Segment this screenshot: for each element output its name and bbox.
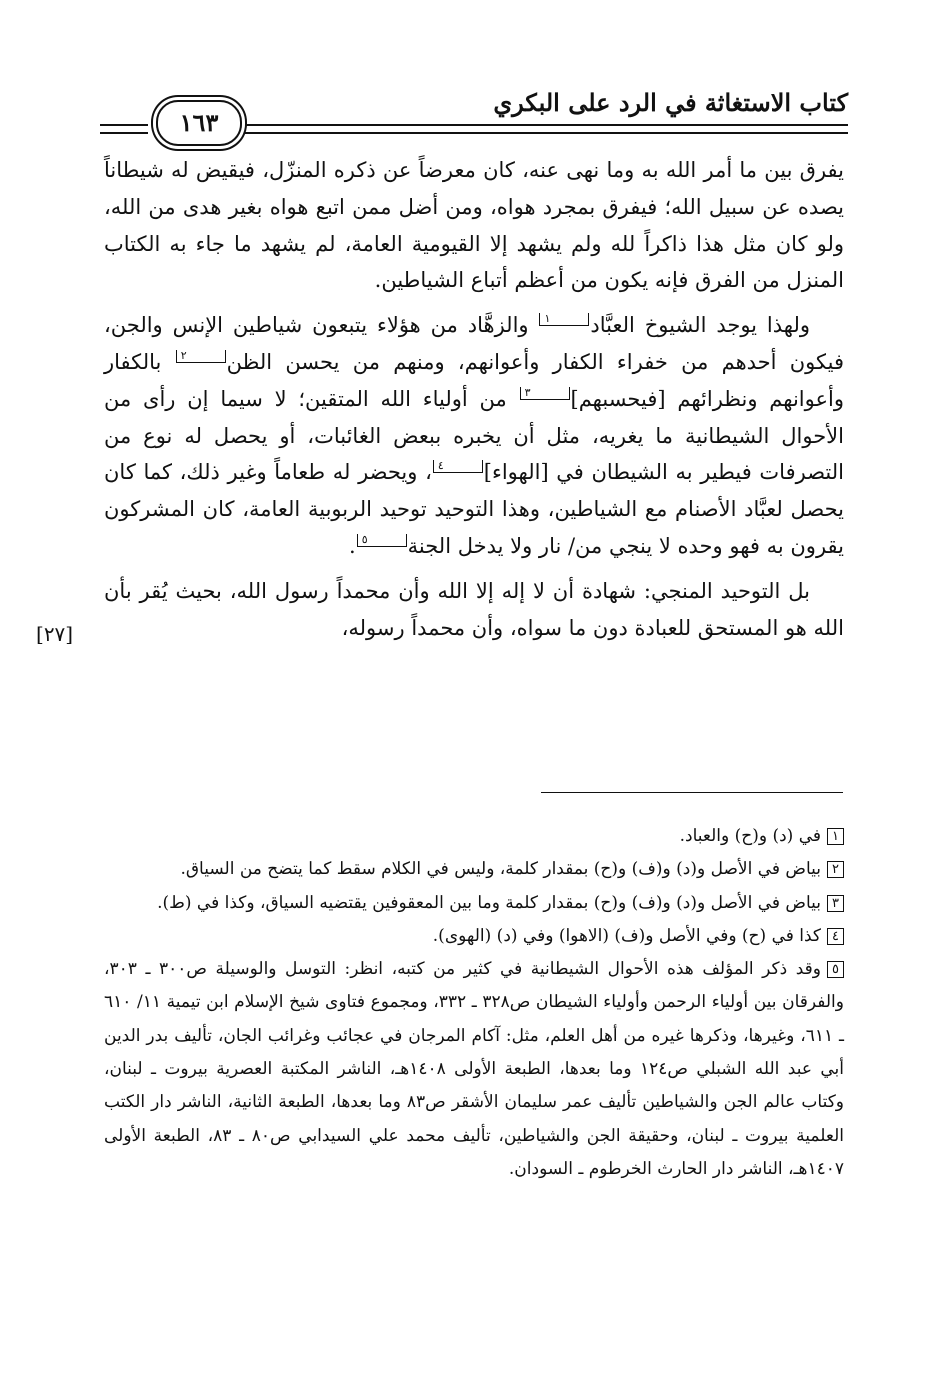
footnote-ref-3[interactable]: ٣ bbox=[520, 387, 570, 400]
paragraph-2-part-3: بالكفار وأعوانهم ونظرائهم [فيحسبهم] bbox=[104, 349, 844, 411]
footnote-ref-1[interactable]: ١ bbox=[539, 313, 589, 326]
footnote-number: ٥ bbox=[827, 961, 844, 978]
footnote-text: في (د) و(ح) والعباد. bbox=[679, 826, 822, 846]
paragraph-2-part-1: ولهذا يوجد الشيوخ العبَّاد bbox=[590, 313, 810, 338]
paragraph-2 bbox=[104, 307, 844, 565]
header-double-rule bbox=[245, 124, 848, 134]
footnote-ref-4[interactable]: ٤ bbox=[433, 460, 483, 473]
footnote-2 bbox=[104, 853, 844, 886]
paragraph-2-part-5: ، ويحضر له طعاماً وغير ذلك، كما كان يحصل لعبَّاد الأصنام مع الشياطين، وهذا التوحيد توحيد الربوبية العامة، كان المشركون يقرون به فهو وحده لا ينجي من/ نار ولا يدخل الجنة bbox=[104, 460, 844, 558]
margin-folio-marker: [٢٧] bbox=[36, 622, 74, 646]
paragraph-2-part-4: من أولياء الله المتقين؛ لا سيما إن رأى من الأحوال الشيطانية ما يغريه، مثل أن يخبره ببعض الغائبات، أو يحصل له نوع من التصرفات فيطير به الشيطان في [الهواء] bbox=[104, 386, 844, 485]
footnote-number: ٤ bbox=[827, 928, 844, 945]
footnote-4 bbox=[104, 920, 844, 953]
running-title: كتاب الاستغاثة في الرد على البكري bbox=[493, 88, 848, 117]
footnote-text: بياض في الأصل و(د) و(ف) و(ح) بمقدار كلمة، وليس في الكلام سقط كما يتضح من السياق. bbox=[180, 859, 822, 880]
footnote-text: بياض في الأصل و(د) و(ف) و(ح) بمقدار كلمة وما بين المعقوفين يقتضيه السياق، وكذا في (ط). bbox=[157, 892, 822, 913]
paragraph-1: يفرق بين ما أمر الله به وما نهى عنه، كان معرضاً عن ذكره المنزّل، فيقيض له شيطاناً يصده عن سبيل الله؛ فيفرق بمجرد هواه، ومن أضل ممن اتبع هواه بغير هدى من الله، ولو كان مثل هذا ذاكراً لله ولم يشهد إلا القيومية العامة، لم يشهد ما جاء به الكتاب المنزل من الفرق فإنه يكون من أعظم أتباع الشياطين. bbox=[104, 158, 844, 293]
footnote-number: ٢ bbox=[827, 861, 844, 878]
footnote-text: وقد ذكر المؤلف هذه الأحوال الشيطانية في كثير من كتبه، انظر: التوسل والوسيلة ص٣٠٠ ـ ٣٠٣، والفرقان بين أولياء الرحمن وأولياء الشيطان ص٣٢٨ ـ ٣٣٢، ومجموع فتاوى شيخ الإسلام ابن تيمية ١١/ ٦١٠ ـ ٦١١، وغيرها، وذكرها غيره من أهل العلم، مثل: آكام المرجان في عجائب وغرائب الجان، تأليف بدر الدين أبي عبد الله الشبلي ص١٢٤ وما بعدها، الطبعة الأولى ١٤٠٨هـ، الناشر المكتبة العصرية بيروت ـ لبنان، وكتاب عالم الجن والشياطين تأليف عمر سليمان الأشقر ص٨٣ وما بعدها، الطبعة الثانية، الناشر دار الكتب العلمية بيروت ـ لبنان، وحقيقة الجن والشياطين، تأليف محمد علي السيدابي ص٨٠ ـ ٨٣، الطبعة الأولى ١٤٠٧هـ، الناشر دار الحارث الخرطوم ـ السودان. bbox=[104, 959, 845, 1179]
footnote-ref-2[interactable]: ٢ bbox=[176, 350, 226, 363]
footnotes bbox=[104, 820, 844, 1186]
footnote-3 bbox=[104, 887, 844, 920]
main-text bbox=[104, 152, 844, 646]
paragraph-3: بل التوحيد المنجي: شهادة أن لا إله إلا الله وأن محمداً رسول الله، بحيث يُقر بأن الله هو المستحق للعبادة دون ما سواه، وأن محمداً رسوله، bbox=[104, 578, 844, 640]
footnote-5 bbox=[104, 953, 844, 1186]
footnote-number: ١ bbox=[827, 828, 844, 845]
header-double-rule-left bbox=[100, 124, 148, 134]
footnote-number: ٣ bbox=[827, 895, 844, 912]
footnote-text: كذا في (ح) وفي الأصل و(ف) (الاهوا) وفي (د) (الهوى). bbox=[432, 925, 822, 946]
footnote-ref-5[interactable]: ٥ bbox=[357, 534, 407, 547]
footnote-1 bbox=[104, 820, 844, 853]
page-header bbox=[100, 78, 848, 148]
paragraph-2-part-6: . bbox=[349, 533, 356, 558]
footnote-separator bbox=[541, 792, 843, 793]
page-number: ١٦٣ bbox=[156, 100, 242, 146]
paragraph-2-part-2: والزهَّاد من هؤلاء يتبعون شياطين الإنس والجن، فيكون أحدهم من خفراء الكفار وأعوانهم، ومنهم من يحسن الظن bbox=[104, 313, 844, 374]
